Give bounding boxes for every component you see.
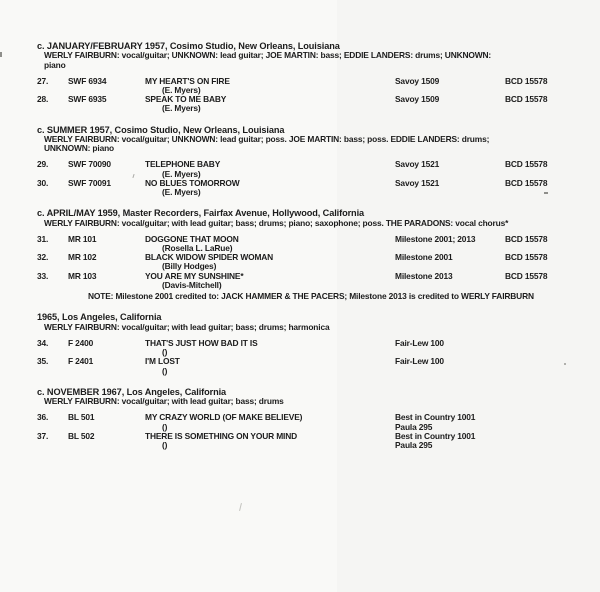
track-list bbox=[37, 160, 597, 197]
composer-credit: () bbox=[162, 421, 168, 432]
matrix-number: SWF 70090 bbox=[68, 159, 111, 170]
bcd-reissue-number: BCD 15578 bbox=[505, 75, 548, 86]
release-label bbox=[395, 179, 505, 197]
title-cell bbox=[145, 160, 395, 178]
release-label bbox=[395, 235, 505, 253]
personnel-line: WERLY FAIRBURN: vocal/guitar; with lead guitar; bass; drums; piano; saxophone; poss. THE PARADONS: vocal chorus* bbox=[44, 217, 509, 228]
track-title: THAT'S JUST HOW BAD IT IS bbox=[145, 337, 258, 348]
release-label bbox=[395, 253, 505, 271]
title-cell bbox=[145, 413, 395, 431]
track-row bbox=[37, 77, 597, 95]
composer-credit: () bbox=[162, 365, 168, 376]
release-label-line: Paula 295 bbox=[395, 421, 433, 432]
track-title: SPEAK TO ME BABY bbox=[145, 94, 227, 105]
title-cell bbox=[145, 235, 395, 253]
bcd-reissue-number: BCD 15578 bbox=[505, 233, 548, 244]
title-cell bbox=[145, 339, 395, 357]
track-list bbox=[37, 235, 597, 290]
bcd-reissue-number: BCD 15578 bbox=[505, 270, 548, 281]
title-cell bbox=[145, 272, 395, 290]
session-heading: c. JANUARY/FEBRUARY 1957, Cosimo Studio, New Orleans, Louisiana bbox=[37, 41, 340, 51]
track-row bbox=[37, 339, 597, 357]
track-number: 28. bbox=[37, 94, 49, 105]
track-row bbox=[37, 235, 597, 253]
matrix-number: MR 102 bbox=[68, 252, 97, 263]
session-heading: 1965, Los Angeles, California bbox=[37, 312, 162, 323]
release-label-line: Milestone 2001 bbox=[395, 252, 453, 263]
release-label-line: Milestone 2013 bbox=[395, 270, 453, 281]
session-section-nov-1967 bbox=[37, 388, 597, 450]
session-heading: c. APRIL/MAY 1959, Master Recorders, Fairfax Avenue, Hollywood, California bbox=[37, 208, 365, 219]
track-list bbox=[37, 339, 597, 376]
release-label bbox=[395, 432, 505, 450]
release-label-line: Savoy 1521 bbox=[395, 159, 440, 170]
composer-credit: (E. Myers) bbox=[162, 187, 201, 198]
session-heading: c. SUMMER 1957, Cosimo Studio, New Orleans, Louisiana bbox=[37, 124, 285, 135]
session-personnel bbox=[44, 219, 597, 228]
session-personnel bbox=[44, 397, 597, 406]
matrix-number: SWF 70091 bbox=[68, 177, 111, 188]
release-label bbox=[395, 339, 505, 357]
track-title: I'M LOST bbox=[145, 356, 180, 367]
track-row bbox=[37, 179, 597, 197]
composer-credit: (E. Myers) bbox=[162, 168, 201, 179]
composer-credit: (Davis-Mitchell) bbox=[162, 279, 222, 290]
track-title: MY CRAZY WORLD (OF MAKE BELIEVE) bbox=[145, 412, 303, 423]
session-section-apr-may-1959 bbox=[37, 209, 597, 301]
scan-artifact bbox=[0, 52, 2, 57]
track-number: 31. bbox=[37, 233, 49, 244]
track-number: 27. bbox=[37, 75, 49, 86]
release-label-line: Fair-Lew 100 bbox=[395, 337, 444, 348]
matrix-number: SWF 6935 bbox=[68, 94, 107, 105]
title-cell bbox=[145, 95, 395, 113]
bcd-reissue-number: BCD 15578 bbox=[505, 94, 548, 105]
release-label-line: Fair-Lew 100 bbox=[395, 356, 444, 367]
track-row bbox=[37, 253, 597, 271]
session-personnel bbox=[44, 51, 597, 69]
session-heading: c. NOVEMBER 1967, Los Angeles, California bbox=[37, 386, 227, 397]
personnel-line: WERLY FAIRBURN: vocal/guitar; UNKNOWN: lead guitar; JOE MARTIN: bass; EDDIE LANDERS: drums; UNKNOWN: bbox=[44, 50, 492, 61]
track-row bbox=[37, 432, 597, 450]
track-title: BLACK WIDOW SPIDER WOMAN bbox=[145, 252, 274, 263]
matrix-number: MR 103 bbox=[68, 270, 97, 281]
bcd-reissue-number bbox=[505, 432, 597, 450]
track-list bbox=[37, 413, 597, 450]
release-label bbox=[395, 95, 505, 113]
track-title: MY HEART'S ON FIRE bbox=[145, 75, 230, 86]
track-list bbox=[37, 77, 597, 114]
release-label bbox=[395, 357, 505, 375]
release-label-line: Savoy 1509 bbox=[395, 94, 440, 105]
release-label-line: Paula 295 bbox=[395, 439, 433, 450]
track-row bbox=[37, 160, 597, 178]
composer-credit: (E. Myers) bbox=[162, 103, 201, 114]
bcd-reissue-number: BCD 15578 bbox=[505, 159, 548, 170]
track-row bbox=[37, 272, 597, 290]
personnel-line: WERLY FAIRBURN: vocal/guitar; with lead guitar; bass; drums bbox=[44, 396, 284, 407]
track-row bbox=[37, 357, 597, 375]
title-cell bbox=[145, 253, 395, 271]
discography-content bbox=[37, 42, 597, 462]
track-number: 36. bbox=[37, 412, 49, 423]
session-section-summer-1957 bbox=[37, 126, 597, 198]
track-title: YOU ARE MY SUNSHINE* bbox=[145, 270, 244, 281]
release-label-line: Milestone 2001; 2013 bbox=[395, 233, 476, 244]
scan-artifact bbox=[239, 503, 242, 511]
release-label-line: Best in Country 1001 bbox=[395, 412, 476, 423]
personnel-line: piano bbox=[44, 59, 66, 70]
track-row bbox=[37, 413, 597, 431]
matrix-number: MR 101 bbox=[68, 233, 97, 244]
release-label bbox=[395, 160, 505, 178]
track-number: 37. bbox=[37, 430, 49, 441]
bcd-reissue-number: BCD 15578 bbox=[505, 177, 548, 188]
personnel-line: WERLY FAIRBURN: vocal/guitar; UNKNOWN: lead guitar; poss. JOE MARTIN: bass; poss. EDDIE LANDERS: drums; bbox=[44, 134, 490, 145]
matrix-number: BL 501 bbox=[68, 412, 95, 423]
track-number: 33. bbox=[37, 270, 49, 281]
release-label bbox=[395, 77, 505, 95]
matrix-number: SWF 6934 bbox=[68, 75, 107, 86]
session-section-jan-feb-1957 bbox=[37, 42, 597, 114]
bcd-reissue-number bbox=[505, 339, 597, 357]
title-cell bbox=[145, 179, 395, 197]
matrix-number: F 2401 bbox=[68, 356, 94, 367]
track-title: NO BLUES TOMORROW bbox=[145, 177, 240, 188]
release-label bbox=[395, 413, 505, 431]
composer-credit: (Rosella L. LaRue) bbox=[162, 243, 233, 254]
matrix-number: BL 502 bbox=[68, 430, 95, 441]
track-number: 32. bbox=[37, 252, 49, 263]
track-title: DOGGONE THAT MOON bbox=[145, 233, 239, 244]
session-section-1965 bbox=[37, 313, 597, 375]
bcd-reissue-number: BCD 15578 bbox=[505, 252, 548, 263]
track-title: TELEPHONE BABY bbox=[145, 159, 221, 170]
title-cell bbox=[145, 77, 395, 95]
composer-credit: () bbox=[162, 347, 168, 358]
composer-credit: (Billy Hodges) bbox=[162, 261, 217, 272]
session-personnel bbox=[44, 323, 597, 332]
track-title: THERE IS SOMETHING ON YOUR MIND bbox=[145, 430, 298, 441]
track-row bbox=[37, 95, 597, 113]
session-note: NOTE: Milestone 2001 credited to: JACK HAMMER & THE PACERS; Milestone 2013 is credited to WERLY FAIRBURN bbox=[88, 291, 534, 302]
track-number: 34. bbox=[37, 337, 49, 348]
title-cell bbox=[145, 432, 395, 450]
release-label-line: Best in Country 1001 bbox=[395, 430, 476, 441]
track-number: 30. bbox=[37, 177, 49, 188]
release-label-line: Savoy 1509 bbox=[395, 75, 440, 86]
track-number: 29. bbox=[37, 159, 49, 170]
composer-credit: () bbox=[162, 439, 168, 450]
title-cell bbox=[145, 357, 395, 375]
composer-credit: (E. Myers) bbox=[162, 85, 201, 96]
release-label bbox=[395, 272, 505, 290]
personnel-line: WERLY FAIRBURN: vocal/guitar; with lead guitar; bass; drums; harmonica bbox=[44, 321, 330, 332]
personnel-line: UNKNOWN: piano bbox=[44, 143, 115, 154]
release-label-line: Savoy 1521 bbox=[395, 177, 440, 188]
matrix-number: F 2400 bbox=[68, 337, 94, 348]
bcd-reissue-number bbox=[505, 357, 597, 375]
session-personnel bbox=[44, 135, 597, 153]
bcd-reissue-number bbox=[505, 413, 597, 431]
track-number: 35. bbox=[37, 356, 49, 367]
